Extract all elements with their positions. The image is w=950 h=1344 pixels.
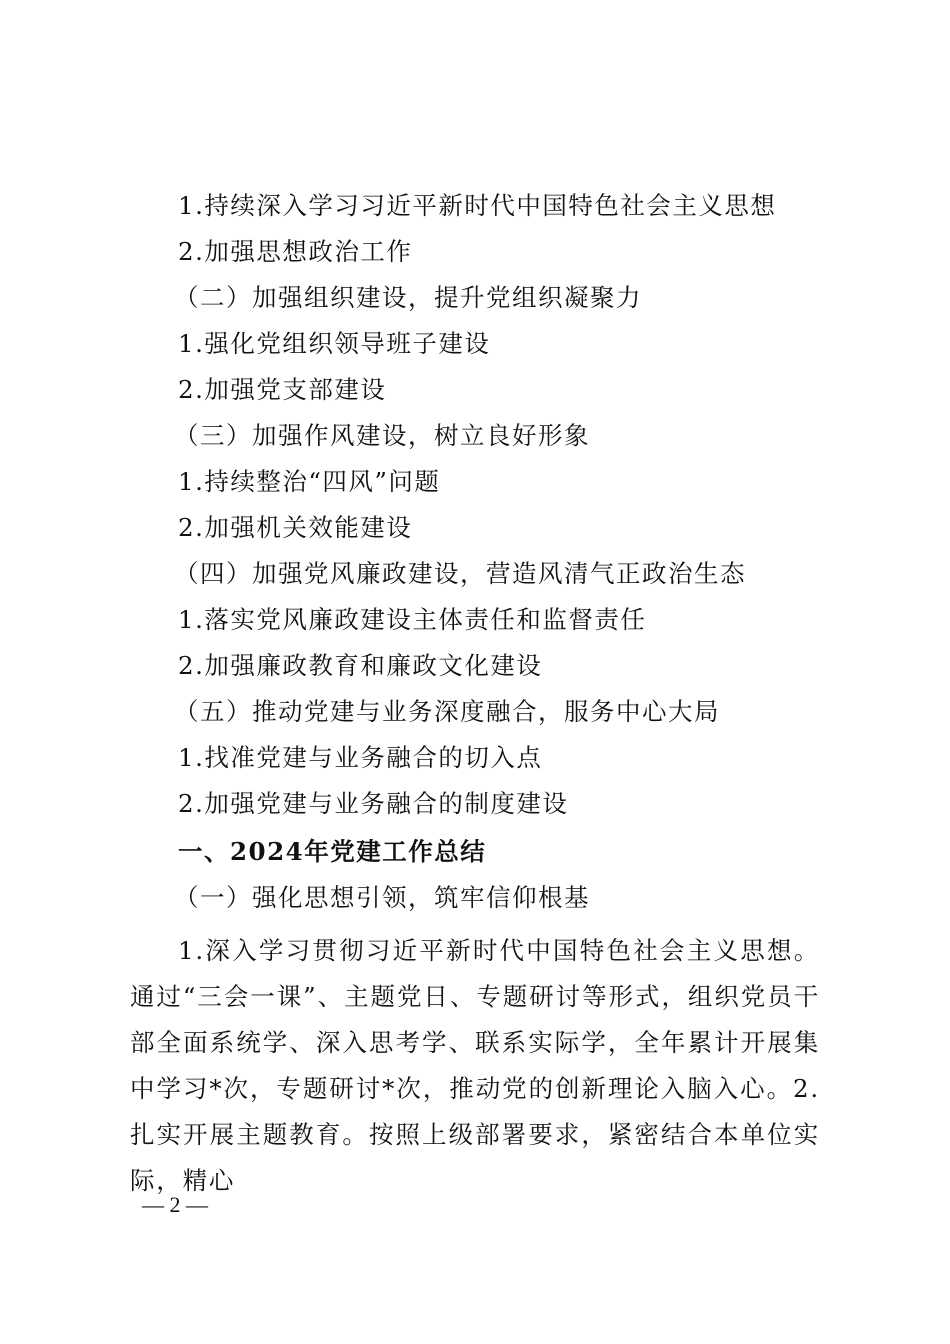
list-item: 2.加强党建与业务融合的制度建设 bbox=[178, 789, 569, 818]
list-item: 1.落实党风廉政建设主体责任和监督责任 bbox=[178, 605, 647, 634]
list-item: 1.持续深入学习习近平新时代中国特色社会主义思想 bbox=[178, 191, 777, 220]
list-item: 2.加强党支部建设 bbox=[178, 375, 387, 404]
chapter-heading: 一、2024年党建工作总结 bbox=[178, 837, 487, 866]
list-item: 1.找准党建与业务融合的切入点 bbox=[178, 743, 543, 772]
section-heading: （二）加强组织建设，提升党组织凝聚力 bbox=[174, 283, 642, 312]
page-number: — 2 — bbox=[142, 1192, 208, 1217]
section-heading: （三）加强作风建设，树立良好形象 bbox=[174, 421, 590, 450]
list-item: 2.加强思想政治工作 bbox=[178, 237, 413, 266]
list-item: 2.加强廉政教育和廉政文化建设 bbox=[178, 651, 543, 680]
list-item: 1.强化党组织领导班子建设 bbox=[178, 329, 491, 358]
section-heading: （一）强化思想引领，筑牢信仰根基 bbox=[174, 883, 590, 912]
section-heading: （五）推动党建与业务深度融合，服务中心大局 bbox=[174, 697, 720, 726]
list-item: 1.持续整治“四风”问题 bbox=[178, 467, 441, 496]
body-paragraph: 1.深入学习贯彻习近平新时代中国特色社会主义思想。通过“三会一课”、主题党日、专题研讨等形式，组织党员干部全面系统学、深入思考学、联系实际学，全年累计开展集中学习*次，专题研讨*次，推动党的创新理论入脑入心。2.扎实开展主题教育。按照上级部署要求，紧密结合本单位实际，精心 bbox=[130, 936, 820, 1195]
section-heading: （四）加强党风廉政建设，营造风清气正政治生态 bbox=[174, 559, 746, 588]
list-item: 2.加强机关效能建设 bbox=[178, 513, 413, 542]
